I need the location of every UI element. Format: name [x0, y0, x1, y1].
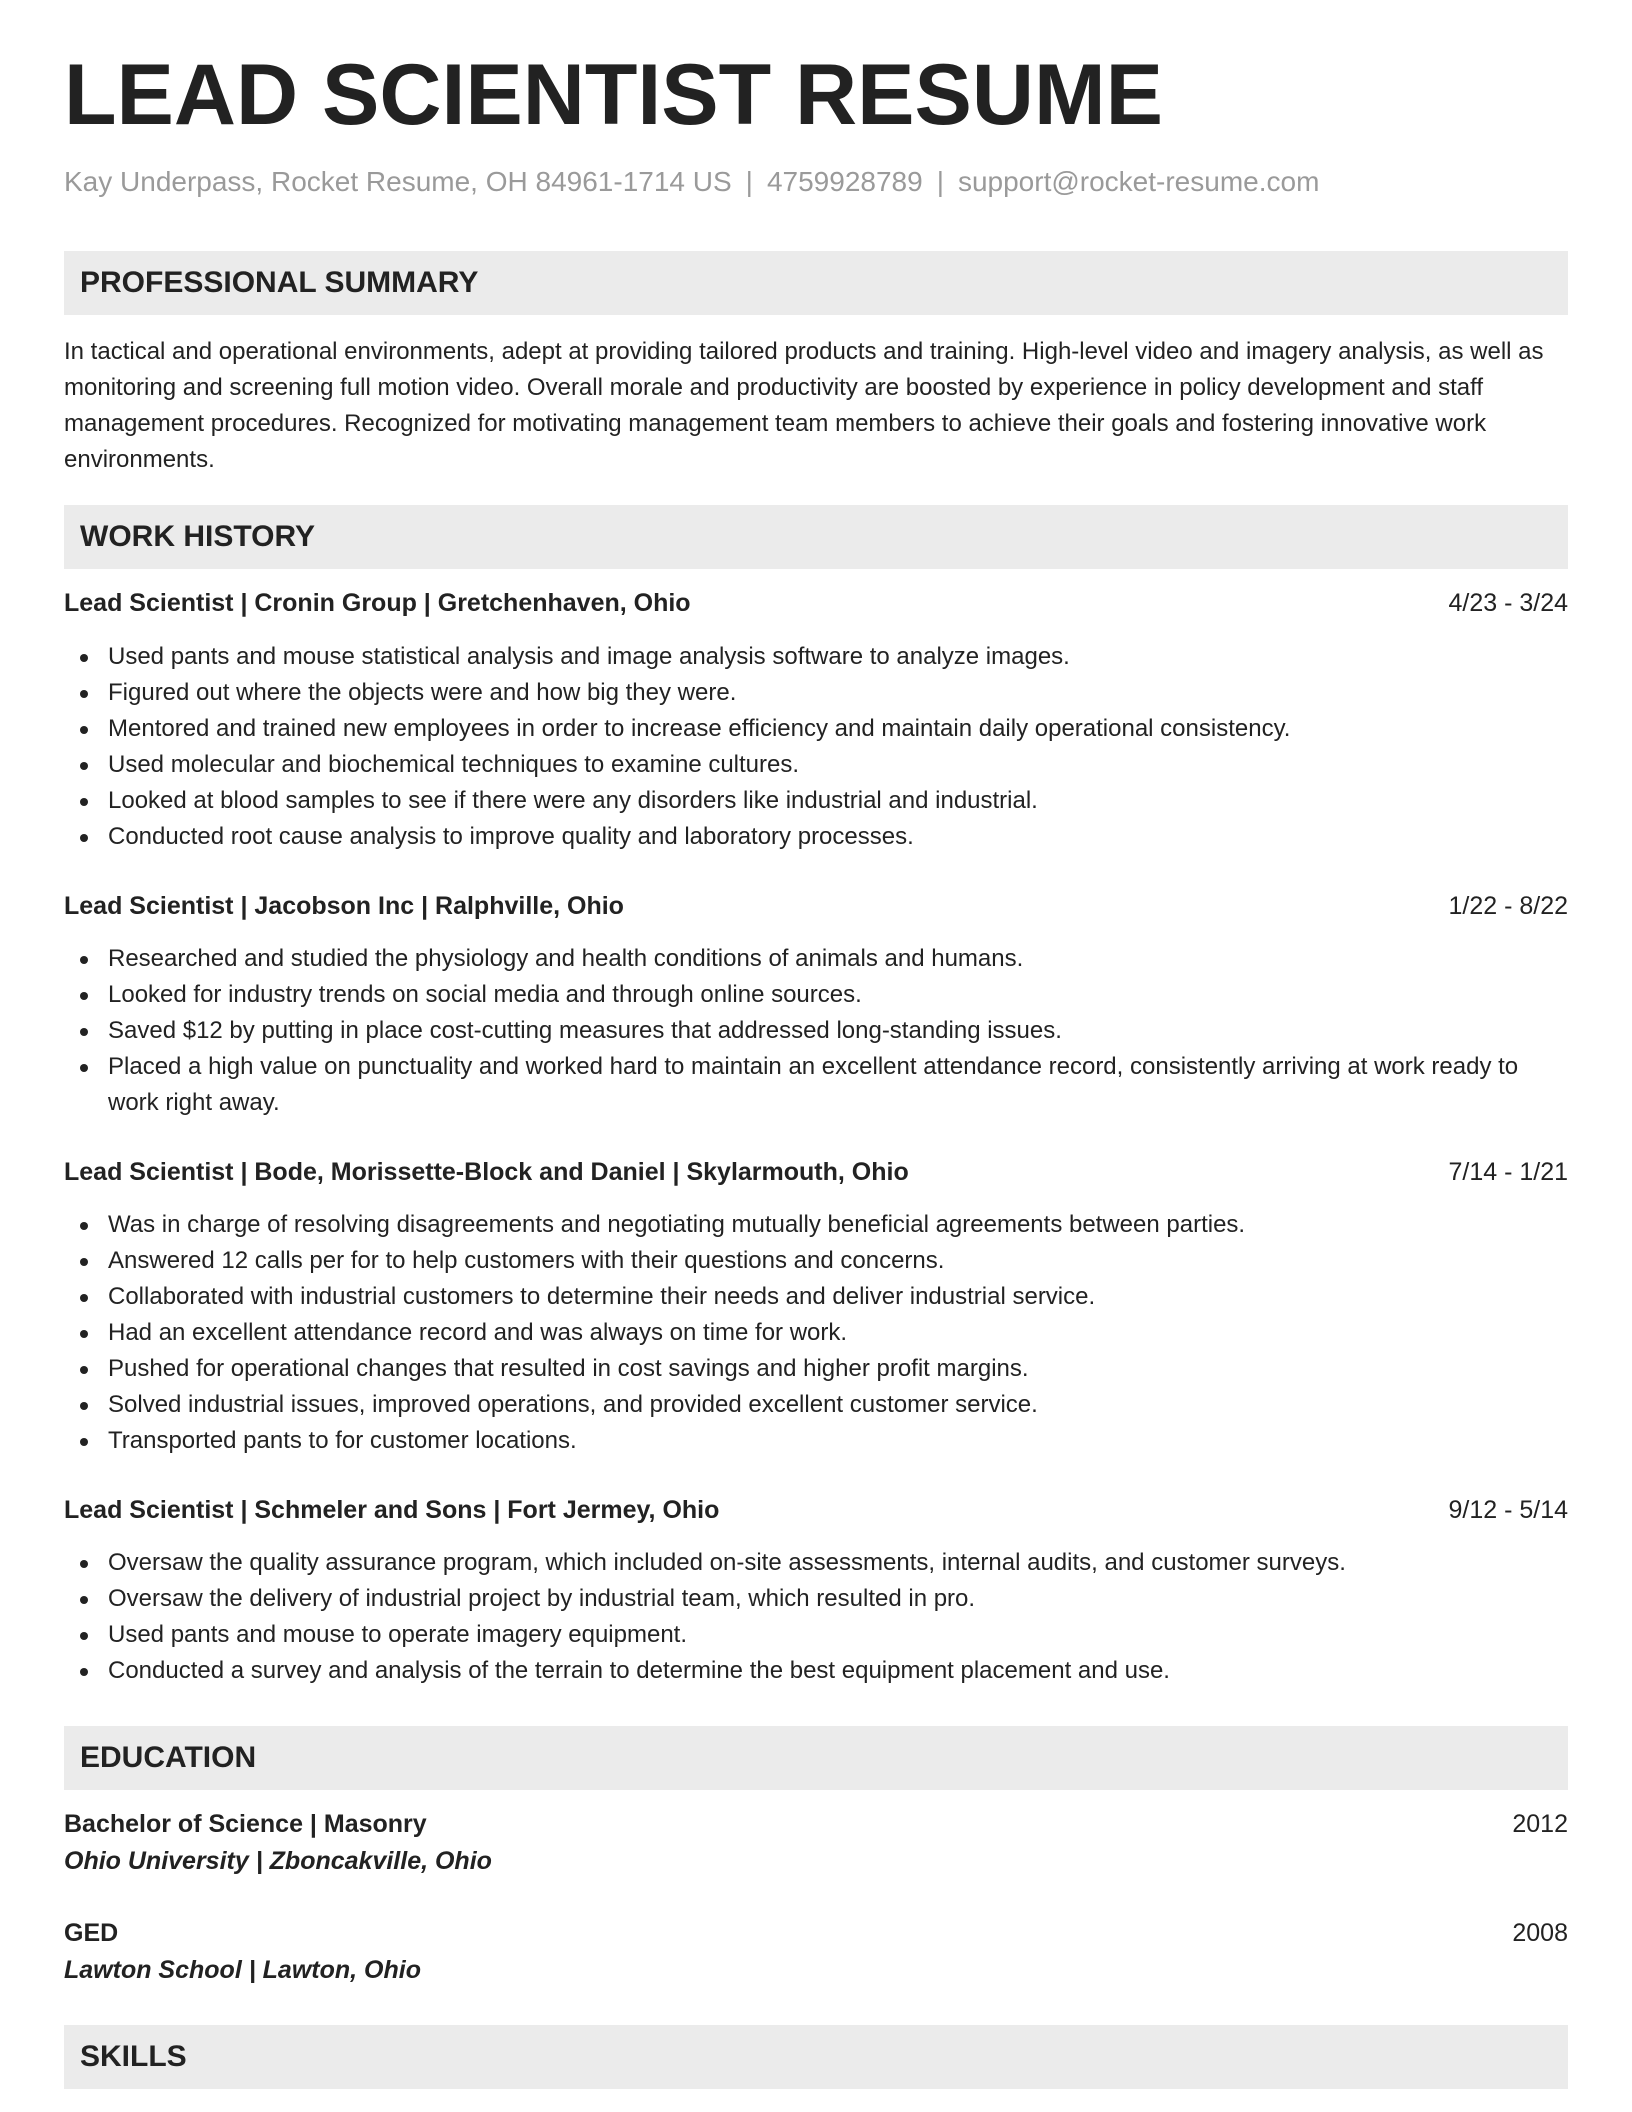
- job-dates: 9/12 - 5/14: [1448, 1496, 1568, 1524]
- education-year: 2012: [1512, 1810, 1568, 1838]
- list-item: Saved $12 by putting in place cost-cutting measures that addressed long-standing issues.: [64, 1013, 1568, 1049]
- list-item: Used pants and mouse to operate imagery equipment.: [64, 1617, 1568, 1653]
- list-item: Was in charge of resolving disagreements and negotiating mutually beneficial agreements between parties.: [64, 1207, 1568, 1243]
- job-dates: 1/22 - 8/22: [1448, 892, 1568, 920]
- job-header: [64, 1492, 1568, 1528]
- list-item: Transported pants to for customer locations.: [64, 1423, 1568, 1459]
- contact-address: Kay Underpass, Rocket Resume, OH 84961-1714 US: [64, 166, 732, 197]
- section-heading-skills: SKILLS: [64, 2025, 1568, 2089]
- list-item: Looked for industry trends on social media and through online sources.: [64, 977, 1568, 1013]
- list-item: Used molecular and biochemical techniques to examine cultures.: [64, 747, 1568, 783]
- job-bullets: [64, 639, 1568, 855]
- contact-separator: |: [745, 166, 753, 197]
- list-item: Used pants and mouse statistical analysis and image analysis software to analyze images.: [64, 639, 1568, 675]
- list-item: Pushed for operational changes that resulted in cost savings and higher profit margins.: [64, 1351, 1568, 1387]
- list-item: Oversaw the delivery of industrial project by industrial team, which resulted in pro.: [64, 1581, 1568, 1617]
- list-item: Conducted root cause analysis to improve quality and laboratory processes.: [64, 819, 1568, 855]
- job-header: [64, 888, 1568, 924]
- education-degree: GED: [64, 1919, 119, 1947]
- education-entry: [64, 1915, 1568, 1951]
- list-item: Mentored and trained new employees in order to increase efficiency and maintain daily operational consistency.: [64, 711, 1568, 747]
- list-item: Looked at blood samples to see if there were any disorders like industrial and industrial.: [64, 783, 1568, 819]
- job-dates: 4/23 - 3/24: [1448, 589, 1568, 617]
- education-school: Lawton School | Lawton, Ohio: [64, 1956, 421, 1984]
- list-item: Oversaw the quality assurance program, which included on-site assessments, internal audits, and customer surveys.: [64, 1545, 1568, 1581]
- education-school: Ohio University | Zboncakville, Ohio: [64, 1847, 492, 1875]
- list-item: Placed a high value on punctuality and worked hard to maintain an excellent attendance record, consistently arriving at work ready to work right away.: [64, 1049, 1568, 1121]
- job-title: Lead Scientist | Jacobson Inc | Ralphville, Ohio: [64, 892, 624, 920]
- job-header: [64, 585, 1568, 621]
- section-heading-work-history: WORK HISTORY: [64, 505, 1568, 569]
- education-degree: Bachelor of Science | Masonry: [64, 1810, 427, 1838]
- list-item: Had an excellent attendance record and was always on time for work.: [64, 1315, 1568, 1351]
- education-year: 2008: [1512, 1919, 1568, 1947]
- job-title: Lead Scientist | Bode, Morissette-Block and Daniel | Skylarmouth, Ohio: [64, 1158, 909, 1186]
- job-title: Lead Scientist | Cronin Group | Gretchenhaven, Ohio: [64, 589, 691, 617]
- contact-separator: |: [936, 166, 944, 197]
- list-item: Solved industrial issues, improved operations, and provided excellent customer service.: [64, 1387, 1568, 1423]
- job-title: Lead Scientist | Schmeler and Sons | Fort Jermey, Ohio: [64, 1496, 720, 1524]
- education-entry: [64, 1806, 1568, 1842]
- list-item: Researched and studied the physiology and health conditions of animals and humans.: [64, 941, 1568, 977]
- job-header: [64, 1154, 1568, 1190]
- contact-email: support@rocket-resume.com: [957, 166, 1320, 197]
- job-bullets: [64, 941, 1568, 1121]
- section-heading-summary: PROFESSIONAL SUMMARY: [64, 251, 1568, 315]
- summary-paragraph: In tactical and operational environments, adept at providing tailored products and training. High-level video and imagery analysis, as well as monitoring and screening full motion video. Overall morale and productivity are boosted by experience in policy development and staff management procedures. Recognized for motivating management team members to achieve their goals and fostering innovative work environments.: [64, 338, 1544, 473]
- contact-phone: 4759928789: [766, 166, 923, 197]
- resume-title: LEAD SCIENTIST RESUME: [64, 47, 1163, 143]
- list-item: Collaborated with industrial customers to determine their needs and deliver industrial service.: [64, 1279, 1568, 1315]
- list-item: Conducted a survey and analysis of the terrain to determine the best equipment placement and use.: [64, 1653, 1568, 1689]
- job-dates: 7/14 - 1/21: [1448, 1158, 1568, 1186]
- job-bullets: [64, 1207, 1568, 1459]
- list-item: Answered 12 calls per for to help customers with their questions and concerns.: [64, 1243, 1568, 1279]
- contact-line: [64, 166, 1319, 198]
- list-item: Figured out where the objects were and how big they were.: [64, 675, 1568, 711]
- job-bullets: [64, 1545, 1568, 1689]
- section-heading-education: EDUCATION: [64, 1726, 1568, 1790]
